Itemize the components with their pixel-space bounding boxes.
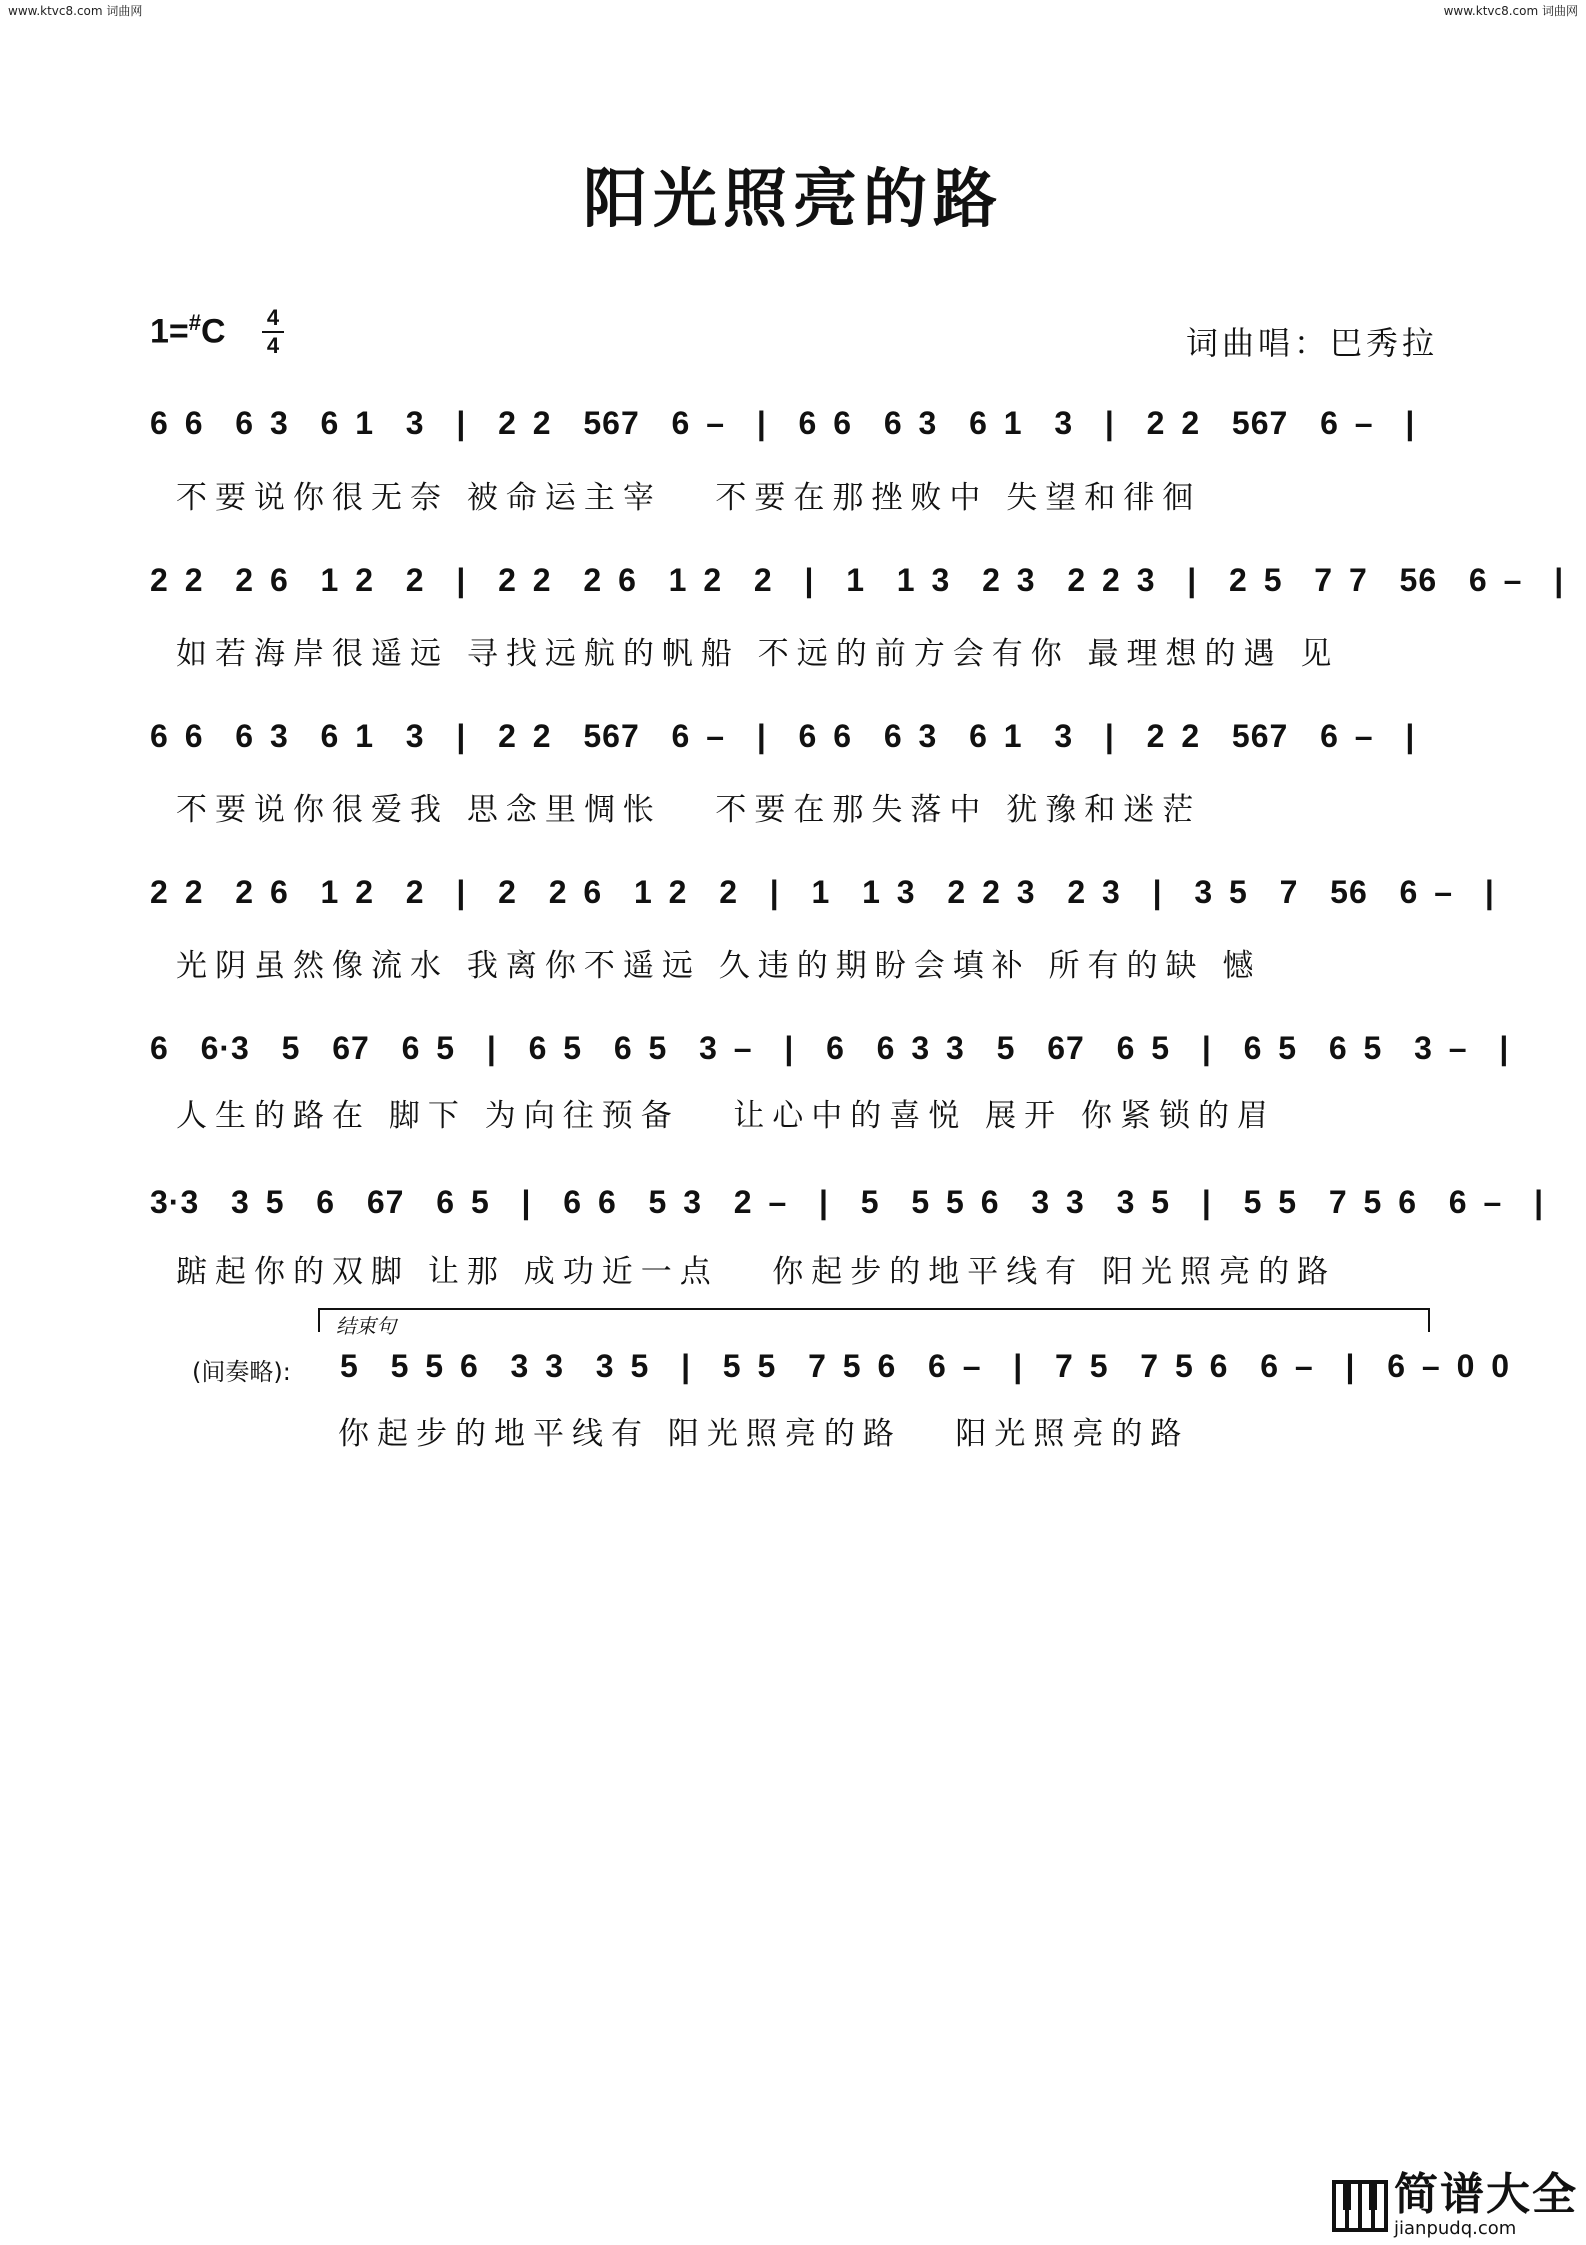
sharp-sign: #: [188, 310, 202, 335]
key-prefix: 1=: [150, 312, 189, 351]
logo-main-text: 简谱大全: [1394, 2169, 1578, 2220]
notation-line-6: 3·3 3 5 6 67 6 5 | 6 6 5 3 2 – | 5 5 5 6 3 3 3 5 | 5 5 7 5 6 6 – |: [150, 1184, 1545, 1220]
time-signature-top: 4: [266, 305, 280, 330]
notation-line-1: 6 6 6 3 6 1 3 | 2 2 567 6 – | 6 6 6 3 6 1 3 | 2 2 567 6 – |: [150, 405, 1416, 441]
lyrics-line-interlude: 你起步的地平线有 阳光照亮的路 阳光照亮的路: [338, 1416, 1190, 1452]
site-logo: [1332, 2169, 1578, 2239]
notation-line-2: 2 2 2 6 1 2 2 | 2 2 2 6 1 2 2 | 1 1 3 2 3 2 2 3 | 2 5 7 7 56 6 – |: [150, 562, 1565, 598]
time-signature: [262, 306, 284, 358]
piano-keys-icon: [1332, 2180, 1388, 2232]
lyrics-line-6: 踮起你的双脚 让那 成功近一点 你起步的地平线有 阳光照亮的路: [176, 1254, 1337, 1290]
notation-line-interlude: 5 5 5 6 3 3 3 5 | 5 5 7 5 6 6 – | 7 5 7 5 6 6 – | 6 – 0 0: [340, 1348, 1511, 1384]
logo-url: jianpudq.com: [1394, 2218, 1517, 2239]
notation-line-5: 6 6·3 5 67 6 5 | 6 5 6 5 3 – | 6 6 3 3 5 67 6 5 | 6 5 6 5 3 – |: [150, 1030, 1510, 1066]
watermark-left: www.ktvc8.com 词曲网: [8, 4, 143, 18]
lyrics-line-5: 人生的路在 脚下 为向往预备 让心中的喜悦 展开 你紧锁的眉: [176, 1098, 1276, 1134]
notation-line-3: 6 6 6 3 6 1 3 | 2 2 567 6 – | 6 6 6 3 6 1 3 | 2 2 567 6 – |: [150, 718, 1416, 754]
song-title: 阳光照亮的路: [583, 162, 1003, 237]
time-signature-bottom: 4: [266, 333, 280, 358]
key-note: C: [201, 312, 226, 351]
ending-label: 结束句: [336, 1314, 396, 1338]
lyrics-line-4: 光阴虽然像流水 我离你不遥远 久违的期盼会填补 所有的缺 憾: [176, 948, 1262, 984]
lyrics-line-1: 不要说你很无奈 被命运主宰 不要在那挫败中 失望和徘徊: [176, 480, 1202, 516]
watermark-right: www.ktvc8.com 词曲网: [1443, 4, 1578, 18]
key-signature: [150, 310, 226, 351]
ending-bracket: [318, 1308, 1430, 1332]
lyrics-line-3: 不要说你很爱我 思念里惆怅 不要在那失落中 犹豫和迷茫: [176, 792, 1202, 828]
credit: 词曲唱：巴秀拉: [1185, 324, 1438, 362]
lyrics-line-2: 如若海岸很遥远 寻找远航的帆船 不远的前方会有你 最理想的遇 见: [176, 636, 1340, 672]
interlude-label: (间奏略):: [192, 1358, 291, 1386]
notation-line-4: 2 2 2 6 1 2 2 | 2 2 6 1 2 2 | 1 1 3 2 2 3 2 3 | 3 5 7 56 6 – |: [150, 874, 1495, 910]
